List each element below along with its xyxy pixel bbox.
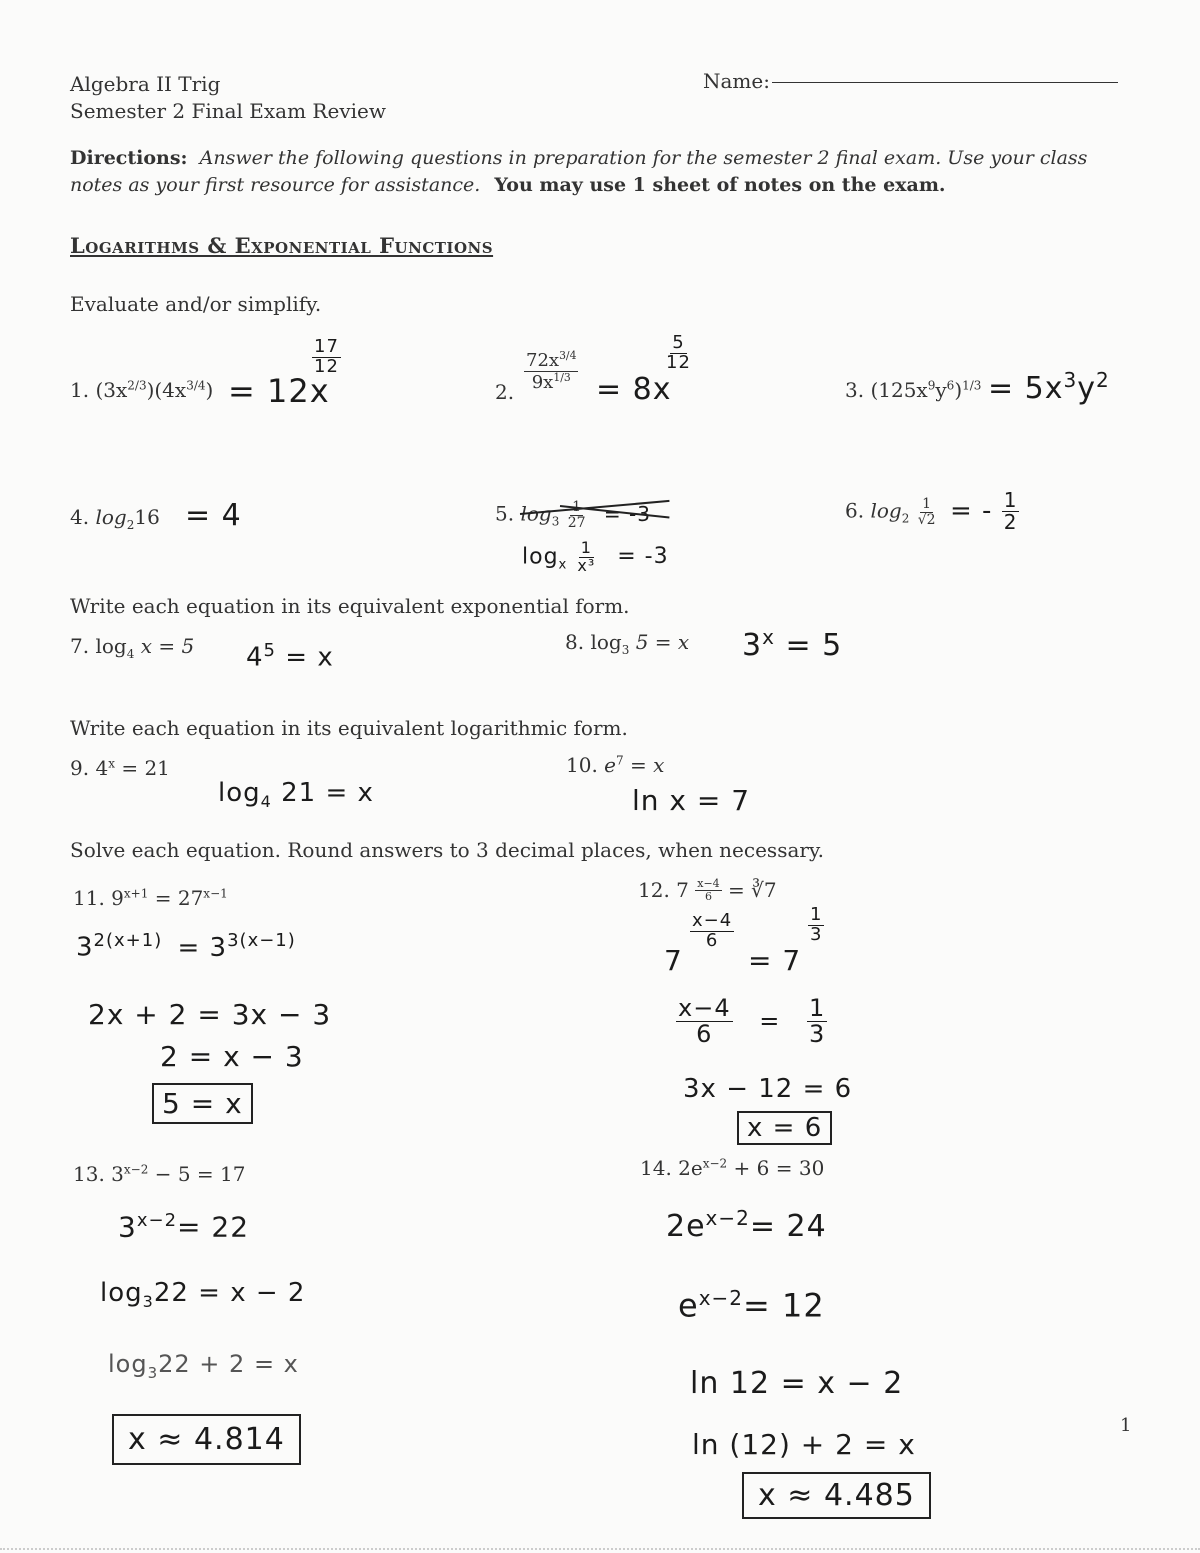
q13-work-2 xyxy=(100,1278,305,1311)
q10-answer: ln x = 7 xyxy=(632,784,751,817)
q5-correction-rhs: = -3 xyxy=(617,544,669,570)
question-10 xyxy=(566,753,664,777)
q12-work-1-rhs-num: 1 xyxy=(810,904,823,925)
q9-answer-rest: 21 = x xyxy=(281,778,374,808)
q13-work-1-base: 3 xyxy=(118,1210,137,1244)
q6-answer xyxy=(950,490,1019,533)
q8-log: log xyxy=(590,630,622,654)
q9-answer-base: 4 xyxy=(260,792,272,812)
q11-work-1b-exp: 3(x−1) xyxy=(227,930,296,951)
q12-exp-den: 6 xyxy=(704,889,712,903)
q9-rest: = 21 xyxy=(114,756,170,780)
q6-log: log xyxy=(870,498,902,523)
q12-work-1-base: 7 xyxy=(664,944,683,977)
section-title: Logarithms & Exponential Functions xyxy=(70,233,494,258)
q9-answer xyxy=(218,778,374,811)
directions-text-1: Answer the following questions in preparation for the semester 2 final exam. Use your class xyxy=(199,147,1088,169)
question-7 xyxy=(70,634,194,661)
q9-answer-log: log xyxy=(218,778,261,808)
q1-expression: $(3x^{2/3})(4x^{3/4})$ xyxy=(95,378,214,402)
q1-exp-num: 17 xyxy=(314,336,339,357)
q12-work-3: 3x − 12 = 6 xyxy=(683,1074,853,1104)
q1-answer-base: = 12x xyxy=(228,372,330,410)
q7-rest: x = 5 xyxy=(134,634,195,658)
q11-lhs-base: 9 xyxy=(111,886,124,910)
q13-work-2-log: log xyxy=(100,1278,143,1308)
q6-arg-den: √2 xyxy=(917,511,936,528)
q3-answer-x: = 5x xyxy=(988,371,1064,406)
q14-work-1-exp: x−2 xyxy=(705,1206,750,1230)
q3-answer-exp-y: 2 xyxy=(1096,368,1110,392)
q5-struck-answer: = -3 xyxy=(603,501,651,526)
q8-number: 8. xyxy=(565,630,585,654)
q11-work-1 xyxy=(76,930,296,963)
question-9 xyxy=(70,756,170,780)
q13-number: 13. xyxy=(73,1162,105,1186)
question-14 xyxy=(640,1156,824,1180)
question-1 xyxy=(70,378,213,402)
q1-answer xyxy=(228,372,330,410)
q5-correction-num: 1 xyxy=(580,538,592,557)
q14-rest: + 6 = 30 xyxy=(727,1156,825,1180)
q6-number: 6. xyxy=(845,498,865,523)
question-13 xyxy=(73,1162,246,1186)
q3-number: 3. xyxy=(845,378,865,402)
q12-work-2-rhs-den: 3 xyxy=(808,1020,826,1049)
directions-line-2 xyxy=(70,174,946,196)
question-4 xyxy=(70,505,160,532)
q14-work-3: ln 12 = x − 2 xyxy=(690,1366,904,1401)
q8-rest: 5 = x xyxy=(629,630,690,654)
q9-number: 9. xyxy=(70,756,90,780)
q7-number: 7. xyxy=(70,634,90,658)
q8-answer-rest: = 5 xyxy=(785,628,843,663)
q11-work-1b: = 3 xyxy=(177,932,228,963)
q5-arg-den: 27 xyxy=(567,514,586,531)
q3-expression: $(125x^9y^6)^{1/3}$ xyxy=(870,378,982,402)
q12-work-1-exp-num: x−4 xyxy=(692,910,733,931)
q6-answer-num: 1 xyxy=(1003,488,1018,512)
q4-number: 4. xyxy=(70,505,90,529)
q10-number: 10. xyxy=(566,753,598,777)
q5-log: log xyxy=(520,501,552,526)
directions-label: Directions: xyxy=(70,147,188,169)
q5-correction-log: log xyxy=(522,544,559,570)
q1-number: 1. xyxy=(70,378,90,402)
q14-answer-box: x ≈ 4.485 xyxy=(742,1472,931,1519)
course-title: Algebra II Trig xyxy=(70,72,221,96)
directions-line-1 xyxy=(70,147,1087,169)
scan-edge-dots xyxy=(0,1548,1200,1550)
page-number: 1 xyxy=(1120,1415,1132,1436)
q7-answer-rest: = x xyxy=(285,642,334,673)
q10-base: e xyxy=(604,753,617,777)
q14-lead: 2e xyxy=(678,1156,703,1180)
q3-answer xyxy=(988,368,1110,406)
q2-answer-base: = 8x xyxy=(596,372,672,407)
q9-base: 4 xyxy=(95,756,109,780)
q2-exp-num: 5 xyxy=(672,332,685,353)
q8-base: 3 xyxy=(621,643,630,657)
q13-work-3-base: 3 xyxy=(147,1363,159,1382)
q14-work-1-rest: = 24 xyxy=(749,1209,827,1244)
q6-arg-num: 1 xyxy=(922,496,932,512)
q7-base: 4 xyxy=(126,647,135,661)
instruction-logarithmic-form: Write each equation in its equivalent logarithmic form. xyxy=(70,716,628,740)
question-3 xyxy=(845,378,981,402)
q1-answer-exponent xyxy=(312,338,341,377)
q6-answer-sign: = - xyxy=(950,496,993,526)
q10-rest: = x xyxy=(623,753,665,777)
q12-work-2-den: 6 xyxy=(696,1020,713,1049)
q2-expression: $\frac{72x^{3/4}}{9x^{1/3}}$ xyxy=(526,349,577,393)
q11-number: 11. xyxy=(73,886,105,910)
q14-work-2-lead: e xyxy=(678,1286,699,1325)
q14-exp: x−2 xyxy=(702,1156,728,1171)
q5-arg-num: 1 xyxy=(572,499,582,515)
q4-arg: 16 xyxy=(134,505,160,529)
q7-answer-exp: 5 xyxy=(263,640,276,661)
q11-work-1a: 3 xyxy=(76,932,94,963)
q11-rhs-base: = 27 xyxy=(148,886,204,910)
q13-work-3 xyxy=(108,1350,299,1382)
q8-answer-exp: x xyxy=(762,625,775,649)
q13-work-1-exp: x−2 xyxy=(136,1210,178,1231)
q4-base: 2 xyxy=(126,518,135,532)
instruction-evaluate: Evaluate and/or simplify. xyxy=(70,292,322,316)
q12-work-2-num: x−4 xyxy=(678,994,731,1022)
q13-work-1-rest: = 22 xyxy=(177,1210,250,1244)
q13-base: 3 xyxy=(111,1162,124,1186)
q11-work-2: 2x + 2 = 3x − 3 xyxy=(88,998,332,1031)
q13-answer-box: x ≈ 4.814 xyxy=(112,1414,301,1465)
instruction-exponential-form: Write each equation in its equivalent exponential form. xyxy=(70,594,630,618)
q12-work-1-rhs-den: 3 xyxy=(810,923,823,945)
question-8 xyxy=(565,630,689,657)
q13-rest: − 5 = 17 xyxy=(148,1162,246,1186)
q8-answer xyxy=(742,625,842,663)
q12-number: 12. xyxy=(638,878,670,902)
q5-correction xyxy=(522,540,669,575)
q13-work-2-rest: 22 = x − 2 xyxy=(153,1278,306,1308)
q6-answer-den: 2 xyxy=(1003,510,1018,534)
q13-work-3-log: log xyxy=(108,1350,148,1378)
question-12 xyxy=(638,878,777,902)
q4-log: log xyxy=(95,505,127,529)
q6-base: 2 xyxy=(901,511,910,526)
q14-work-2-rest: = 12 xyxy=(743,1286,825,1325)
directions-bold-note: You may use 1 sheet of notes on the exam. xyxy=(494,174,946,196)
q12-answer-box: x = 6 xyxy=(737,1111,832,1145)
q12-base: 7 xyxy=(676,878,689,902)
q13-work-3-rest: 22 + 2 = x xyxy=(158,1350,299,1378)
question-11 xyxy=(73,886,228,910)
q7-log: log xyxy=(95,634,127,658)
q14-work-2-exp: x−2 xyxy=(698,1286,744,1310)
q14-work-1 xyxy=(666,1206,827,1244)
q5-number: 5. xyxy=(495,501,515,526)
q2-number: 2. xyxy=(495,380,515,404)
q14-number: 14. xyxy=(640,1156,672,1180)
q13-work-2-base: 3 xyxy=(142,1292,154,1312)
q14-work-1-lead: 2e xyxy=(666,1209,706,1244)
q3-answer-exp-x: 3 xyxy=(1063,368,1078,392)
q2-exp-den: 12 xyxy=(666,351,691,373)
q11-work-3: 2 = x − 3 xyxy=(160,1040,304,1073)
q12-work-1-exp xyxy=(690,912,734,951)
q3-answer-y: y xyxy=(1077,371,1097,406)
q5-correction-den: x³ xyxy=(577,555,596,575)
q7-answer xyxy=(246,640,334,673)
q5-correction-base: x xyxy=(558,557,568,573)
q10-exp: 7 xyxy=(616,753,624,768)
name-blank-line xyxy=(772,82,1118,83)
name-label: Name: xyxy=(703,69,770,93)
q12-work-1-rhs-exp xyxy=(808,906,824,945)
q12-work-2-eq: = xyxy=(759,1006,781,1035)
q11-work-1a-exp: 2(x+1) xyxy=(93,930,163,951)
q12-work-1-exp-den: 6 xyxy=(705,929,719,951)
q8-answer-base: 3 xyxy=(742,628,763,663)
q14-work-4: ln (12) + 2 = x xyxy=(692,1428,916,1461)
q12-work-2-rhs-num: 1 xyxy=(808,994,826,1022)
document-subtitle: Semester 2 Final Exam Review xyxy=(70,99,386,123)
q11-lhs-exp: x+1 xyxy=(123,886,149,901)
q13-work-1 xyxy=(118,1210,249,1243)
q5-base: 3 xyxy=(551,514,560,529)
q12-rhs: = ∛7 xyxy=(728,878,777,902)
q2-answer-exponent xyxy=(664,334,693,373)
q11-answer-box: 5 = x xyxy=(152,1083,253,1124)
directions-text-2: notes as your first resource for assistance. xyxy=(70,174,481,196)
q1-exp-den: 12 xyxy=(314,355,339,377)
q9-exp: x xyxy=(108,756,115,771)
q14-work-2 xyxy=(678,1286,825,1325)
q12-exp-num: x−4 xyxy=(697,877,720,890)
q7-answer-base: 4 xyxy=(246,642,264,673)
q4-answer: = 4 xyxy=(185,498,242,533)
q13-exp: x−2 xyxy=(123,1162,149,1177)
q12-work-1-rhs: = 7 xyxy=(748,944,802,977)
q12-work-2 xyxy=(676,996,827,1047)
instruction-solve: Solve each equation. Round answers to 3 decimal places, when necessary. xyxy=(70,838,824,862)
question-6 xyxy=(845,497,938,527)
q11-rhs-exp: x−1 xyxy=(203,886,228,901)
